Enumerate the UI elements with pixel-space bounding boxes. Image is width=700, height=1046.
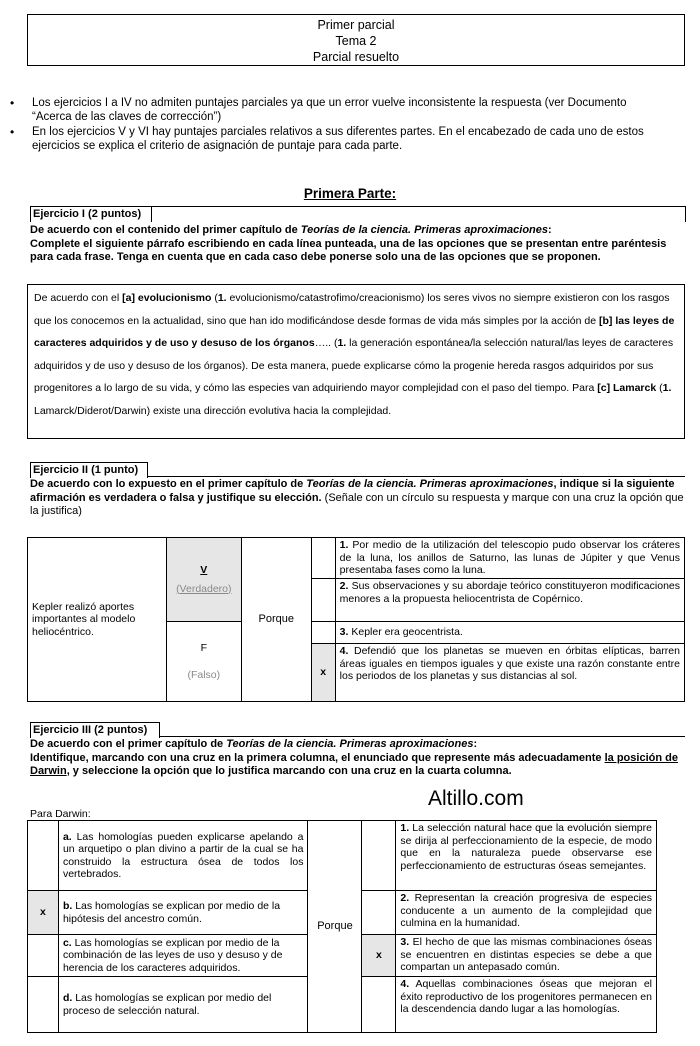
ex3-left-mark[interactable] bbox=[28, 821, 59, 891]
ex3-left-text: Las homologías se explican por medio de la hipótesis del ancestro común. bbox=[62, 900, 281, 925]
ex1-num: 1. bbox=[217, 292, 227, 304]
ex3-instr-b: : bbox=[473, 738, 478, 750]
ex3-instructions bbox=[30, 738, 685, 779]
ex1-text: evolucionismo/catastrofimo/creacionismo) los seres vivos no siempre existieron con los rasgos que los conocemos en la actualidad, sino que han ido modificándose desde formas de vida más simples por la acción de bbox=[34, 292, 670, 327]
ex3-table bbox=[27, 820, 657, 1033]
ex3-left-c bbox=[58, 935, 308, 977]
ex1-dots: ….. bbox=[314, 337, 332, 349]
exam-subtitle: Parcial resuelto bbox=[312, 50, 400, 64]
ex3-left-mark[interactable]: x bbox=[28, 891, 59, 935]
ex3-title: Ejercicio III (2 puntos) bbox=[30, 722, 160, 738]
ex1-answer-box bbox=[27, 284, 685, 439]
ex3-left-letter: d. bbox=[62, 992, 73, 1004]
ex1-text: ( bbox=[211, 292, 218, 304]
ex2-option-num: 1. bbox=[339, 539, 349, 551]
ex2-instr-a: De acuerdo con lo expuesto en el primer capítulo de bbox=[30, 478, 307, 490]
ex3-instr-c: Identifique, marcando con una cruz en la primera columna, el enunciado que represente más adecuadamente bbox=[30, 751, 605, 764]
ex3-right-mark[interactable] bbox=[362, 891, 396, 935]
exam-title: Primer parcial bbox=[317, 18, 395, 32]
ex3-left-letter: a. bbox=[62, 830, 72, 843]
ex2-option-4 bbox=[335, 644, 684, 702]
ex3-left-letter: c. bbox=[62, 936, 72, 949]
ex3-porque: Porque bbox=[308, 821, 362, 1033]
ex1-instr-book: Teorías de la ciencia. Primeras aproximaciones bbox=[300, 224, 548, 236]
ex2-option-text: Defendió que los planetas se mueven en órbitas elípticas, barren áreas iguales en tiempos iguales y que existe una razón constante entre los periodos de los planetas y sus distancias al sol. bbox=[339, 645, 680, 682]
ex3-right-num: 3. bbox=[400, 936, 410, 948]
ex2-mark-cell[interactable]: x bbox=[311, 644, 335, 702]
ex3-instr-underline: la posición de Darwin bbox=[30, 751, 678, 777]
ex2-option-3 bbox=[335, 622, 684, 644]
ex2-rule bbox=[148, 476, 685, 477]
ex3-right-num: 1. bbox=[400, 822, 410, 834]
ex3-left-b bbox=[58, 891, 308, 935]
ex2-option-text: Por medio de la utilización del telescopio pudo observar los cráteres de la luna, los anillos de Saturno, las lunas de Júpiter y que Venus presentaba fases como la luna. bbox=[339, 539, 680, 576]
ex3-right-num: 4. bbox=[400, 978, 410, 990]
ex2-option-num: 3. bbox=[339, 626, 349, 639]
ex3-left-text: Las homologías se explican por medio de la combinación de las leyes de uso y desuso y de herencia de los caracteres adquiridos. bbox=[62, 936, 283, 974]
ex2-table bbox=[27, 537, 685, 702]
ex3-left-d bbox=[58, 977, 308, 1033]
ex3-instr-d: , y seleccione la opción que lo justifica marcando con una cruz en la cuarta columna. bbox=[66, 765, 512, 777]
ex3-left-text: Las homologías se explican por medio del proceso de selección natural. bbox=[62, 992, 272, 1017]
ex1-instr-c: Complete el siguiente párrafo escribiendo en cada línea punteada, una de las opciones que se presentan entre paréntesis para cada frase. Tenga en cuenta que en cada caso debe ponerse solo una de las opciones que se proponen. bbox=[30, 237, 667, 263]
ex2-false-word: (Falso) bbox=[187, 668, 221, 681]
ex2-option-text: Kepler era geocentrista. bbox=[348, 626, 463, 639]
exam-theme: Tema 2 bbox=[335, 34, 377, 48]
ex1-instr-b: : bbox=[548, 224, 552, 236]
note-item: • Los ejercicios I a IV no admiten puntajes parciales ya que un error vuelve inconsistente la respuesta (ver Documento “Acerca de las claves de corrección”) bbox=[10, 96, 660, 124]
ex2-true-word: (Verdadero) bbox=[176, 582, 232, 595]
ex2-mark-cell[interactable] bbox=[311, 538, 335, 579]
ex2-mark-cell[interactable] bbox=[311, 622, 335, 644]
ex3-right-4 bbox=[396, 977, 657, 1033]
ex2-true-label: V bbox=[200, 564, 208, 576]
ex1-text: Lamarck/Diderot/Darwin) existe una dirección evolutiva hacia la complejidad. bbox=[34, 404, 392, 417]
ex1-answer-b: [b] las leyes de caracteres adquiridos y de uso y desuso de los órganos bbox=[34, 314, 675, 349]
ex1-text: ( bbox=[331, 337, 338, 349]
ex3-left-a bbox=[58, 821, 308, 891]
ex3-right-text: Representan la creación progresiva de especies conducente a un aumento de la complejidad que culmina en la humanidad. bbox=[400, 892, 652, 929]
ex2-option-1 bbox=[335, 538, 684, 579]
ex3-right-text: La selección natural hace que la evolución siempre se dirija al perfeccionamiento de la especie, de modo que en la naturaleza puede observarse ese perfeccionamiento de estructuras óseas semejantes. bbox=[400, 822, 652, 872]
ex2-instr-c: (Señale con un círculo su respuesta y marque con una cruz la opción que la justifica) bbox=[30, 491, 684, 517]
ex1-text: De acuerdo con el bbox=[34, 292, 123, 304]
ex3-left-letter: b. bbox=[62, 900, 73, 912]
ex2-option-text: Sus observaciones y su abordaje teórico constituyeron modificaciones menores a la propuesta heliocentrista de Copérnico. bbox=[339, 580, 680, 605]
notes-list bbox=[10, 96, 660, 154]
ex1-rule-end bbox=[685, 206, 686, 222]
watermark: Altillo.com bbox=[428, 787, 524, 810]
part-title: Primera Parte: bbox=[303, 186, 397, 201]
ex1-rule bbox=[152, 206, 685, 207]
ex2-instr-b: , indique si la siguiente afirmación es verdadera o falsa y justifique su elección. bbox=[30, 478, 675, 504]
ex3-right-mark[interactable] bbox=[362, 977, 396, 1033]
ex1-answer-a: [a] evolucionismo bbox=[122, 292, 212, 304]
ex3-right-text: El hecho de que las mismas combinaciones óseas se encuentren en distintas especies se debe a que compartan un antepasado común. bbox=[400, 936, 652, 973]
ex3-left-mark[interactable] bbox=[28, 935, 59, 977]
ex3-right-mark[interactable] bbox=[362, 821, 396, 891]
ex3-right-3 bbox=[396, 935, 657, 977]
ex2-false-label: F bbox=[200, 642, 207, 654]
ex2-statement: Kepler realizó aportes importantes al modelo heliocéntrico. bbox=[28, 538, 167, 702]
ex3-rule bbox=[160, 736, 685, 737]
ex3-right-1 bbox=[396, 821, 657, 891]
ex1-title: Ejercicio I (2 puntos) bbox=[30, 206, 152, 222]
ex2-porque: Porque bbox=[241, 538, 311, 702]
ex1-instr-a: De acuerdo con el contenido del primer capítulo de bbox=[30, 224, 301, 236]
ex3-right-mark[interactable]: x bbox=[362, 935, 396, 977]
ex2-instructions bbox=[30, 478, 685, 519]
ex2-instr-book: Teorías de la ciencia. Primeras aproximaciones bbox=[306, 478, 554, 490]
ex2-false-cell[interactable] bbox=[166, 622, 241, 702]
note-item: • En los ejercicios V y VI hay puntajes parciales relativos a sus diferentes partes. En el encabezado de cada uno de estos ejercicios se explica el criterio de asignación de puntaje para cada parte. bbox=[10, 125, 660, 153]
ex3-right-text: Aquellas combinaciones óseas que mejoran el éxito reproductivo de los progenitores permanecen en la descendencia dando lugar a las homologías. bbox=[400, 978, 652, 1015]
ex3-right-num: 2. bbox=[400, 892, 410, 904]
ex1-num: 1. bbox=[337, 337, 347, 349]
ex3-instr-a: De acuerdo con el primer capítulo de bbox=[30, 738, 227, 750]
ex1-text: ( bbox=[656, 382, 663, 394]
ex2-option-2 bbox=[335, 579, 684, 622]
ex2-title: Ejercicio II (1 punto) bbox=[30, 462, 148, 478]
ex1-num: 1. bbox=[662, 382, 672, 394]
ex2-option-num: 4. bbox=[339, 645, 349, 657]
ex1-text: la generación espontánea/la selección natural/las leyes de caracteres adquiridos y de uso y desuso de los órganos). De esta manera, puede explicarse cómo la progenie hereda rasgos adquiridos por sus progenitores a lo largo de su vida, y cómo las especies van adquiriendo mayor complejidad con el paso del tiempo. Para bbox=[34, 337, 674, 394]
ex3-left-text: Las homologías pueden explicarse apelando a un arquetipo o plan divino a partir de la cual se ha construido la estructura ósea de todos los vertebrados. bbox=[62, 830, 304, 880]
ex1-answer-c: [c] Lamarck bbox=[597, 382, 657, 394]
exam-header bbox=[27, 14, 685, 66]
ex1-instructions bbox=[30, 224, 685, 265]
ex3-instr-book: Teorías de la ciencia. Primeras aproximaciones bbox=[226, 738, 474, 750]
ex2-mark-cell[interactable] bbox=[311, 579, 335, 622]
ex3-left-mark[interactable] bbox=[28, 977, 59, 1033]
para-darwin-label: Para Darwin: bbox=[30, 808, 91, 820]
ex2-true-cell[interactable] bbox=[166, 538, 241, 622]
ex3-right-2 bbox=[396, 891, 657, 935]
ex2-option-num: 2. bbox=[339, 580, 349, 592]
